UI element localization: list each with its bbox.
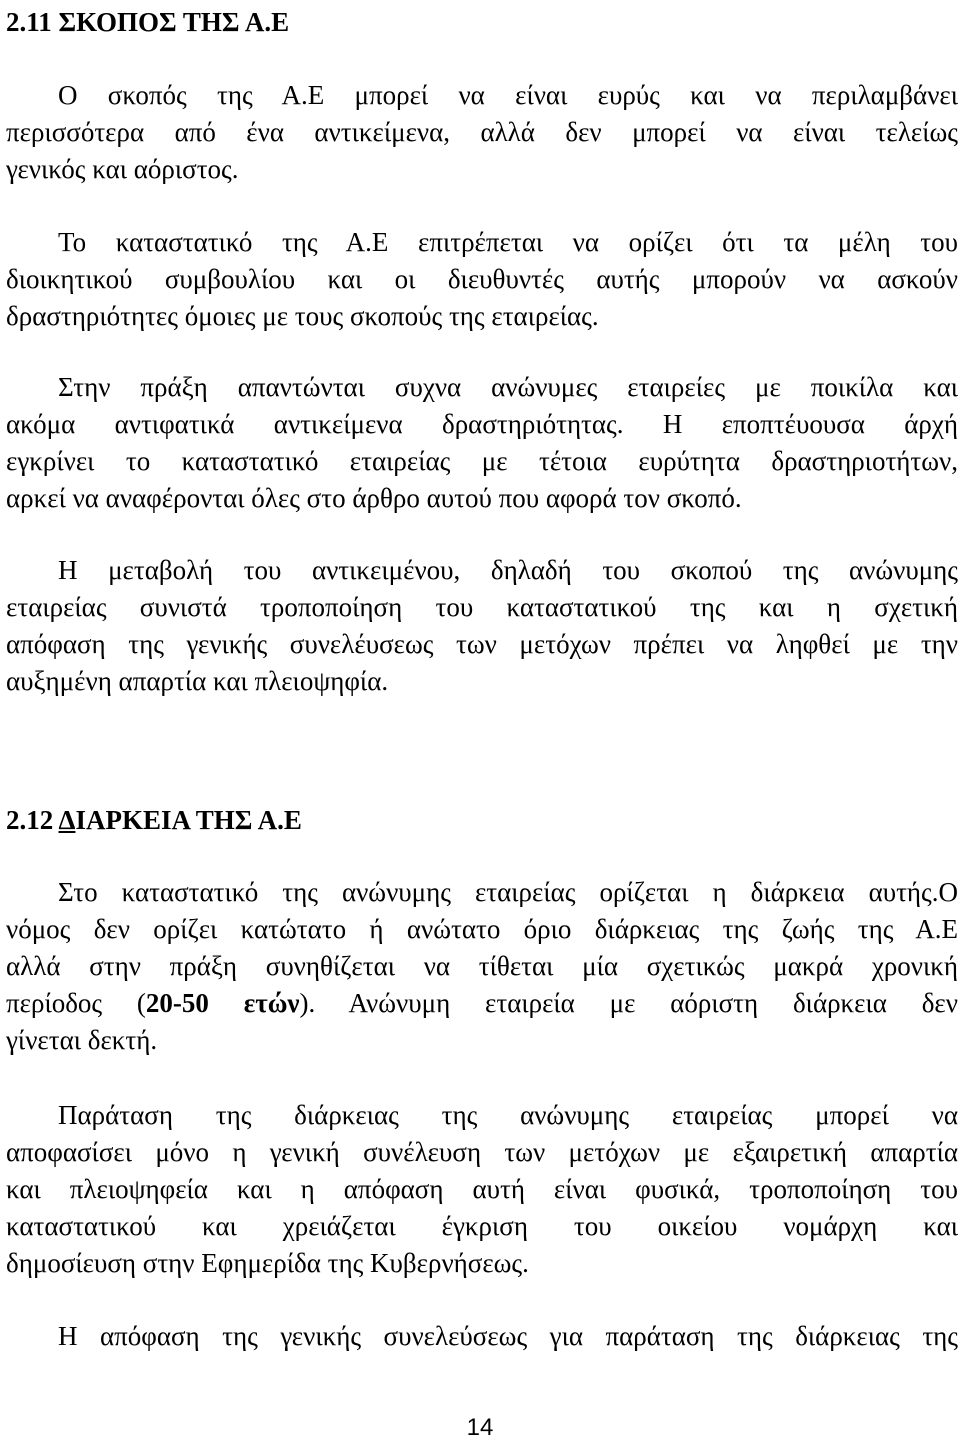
text-fragment: περίοδος (	[6, 988, 146, 1018]
section-heading-skopos: 2.11 ΣΚΟΠΟΣ ΤΗΣ Α.Ε	[6, 7, 290, 37]
text-line: αλλά στην πράξη συνηθίζεται να τίθεται μία σχετικώς μακρά χρονική	[6, 951, 958, 981]
text-line: Ο σκοπός της Α.Ε μπορεί να είναι ευρύς και να περιλαμβάνει	[58, 80, 958, 110]
paragraph	[6, 552, 958, 700]
heading-prefix: 2.12	[6, 805, 59, 835]
text-line: Στο καταστατικό της ανώνυμης εταιρείας ορίζεται η διάρκεια αυτής.Ο	[58, 877, 958, 907]
page-number: 14	[466, 1414, 494, 1441]
text-line: περισσότερα από ένα αντικείμενα, αλλά δεν μπορεί να είναι τελείως	[6, 117, 958, 147]
paragraph	[6, 77, 958, 188]
text-line: αυξημένη απαρτία και πλειοψηφία.	[6, 666, 389, 696]
paragraph	[6, 224, 958, 335]
heading-rest: ΙΑΡΚΕΙΑ ΤΗΣ Α.Ε	[75, 805, 302, 835]
text-line: γίνεται δεκτή.	[6, 1025, 158, 1055]
text-line: δημοσίευση στην Εφημερίδα της Κυβερνήσεως.	[6, 1248, 529, 1278]
text-line: Το καταστατικό της Α.Ε επιτρέπεται να ορίζει ότι τα μέλη του	[58, 227, 958, 257]
paragraph	[6, 874, 958, 1059]
text-line: Παράταση της διάρκειας της ανώνυμης εταιρείας μπορεί να	[58, 1100, 958, 1130]
text-line: και πλειοψηφεία και η απόφαση αυτή είναι φυσικά, τροπoποίηση του	[6, 1174, 958, 1204]
text-line: Στην πράξη απαντώνται συχνα ανώνυμες εταιρείες με ποικίλα και	[58, 372, 958, 402]
text-line: διοικητικού συμβουλίου και οι διευθυντές αυτής μπορούν να ασκούν	[6, 264, 958, 294]
text-line: απόφαση της γενικής συνελέυσεως των μετόχων πρέπει να ληφθεί με την	[6, 629, 958, 659]
text-line: αποφασίσει μόνο η γενική συνέλευση των μετόχων με εξαιρετική απαρτία	[6, 1137, 958, 1167]
text-line: καταστατικού και χρειάζεται έγκριση του οικείου νομάρχη και	[6, 1211, 958, 1241]
heading-underlined-letter: Δ	[58, 805, 76, 835]
text-line: νόμος δεν ορίζει κατώτατο ή ανώτατο όριο διάρκειας της ζωής της Α.Ε	[6, 914, 958, 944]
text-line: Η απόφαση της γενικής συνελεύσεως για παράταση της διάρκειας της	[58, 1321, 958, 1351]
text-line	[6, 985, 958, 1022]
text-line: γενικός και αόριστος.	[6, 154, 239, 184]
paragraph	[6, 1318, 958, 1355]
text-line: αρκεί να αναφέρονται όλες στο άρθρο αυτού που αφορά τον σκοπό.	[6, 483, 742, 513]
text-line: δραστηριότητες όμοιες με τους σκοπούς της εταιρείας.	[6, 301, 599, 331]
text-line: εγκρίνει το καταστατικό εταιρείας με τέτοια ευρύτητα δραστηριοτήτων,	[6, 446, 958, 476]
paragraph	[6, 1097, 958, 1282]
bold-duration: 20-50 ετών	[145, 988, 300, 1018]
text-line: ακόμα αντιφατικά αντικείμενα δραστηριότητας. Η εποπτέυουσα άρχή	[6, 409, 958, 439]
section-heading-diarkeia	[6, 804, 302, 836]
text-line: εταιρείας συνιστά τροποποίηση του καταστατικού της και η σχετική	[6, 592, 958, 622]
text-line: Η μεταβολή του αντικειμένου, δηλαδή του σκοπού της ανώνυμης	[58, 555, 958, 585]
text-fragment: ). Ανώνυμη εταιρεία με αόριστη διάρκεια δεν	[299, 988, 958, 1018]
paragraph	[6, 369, 958, 517]
